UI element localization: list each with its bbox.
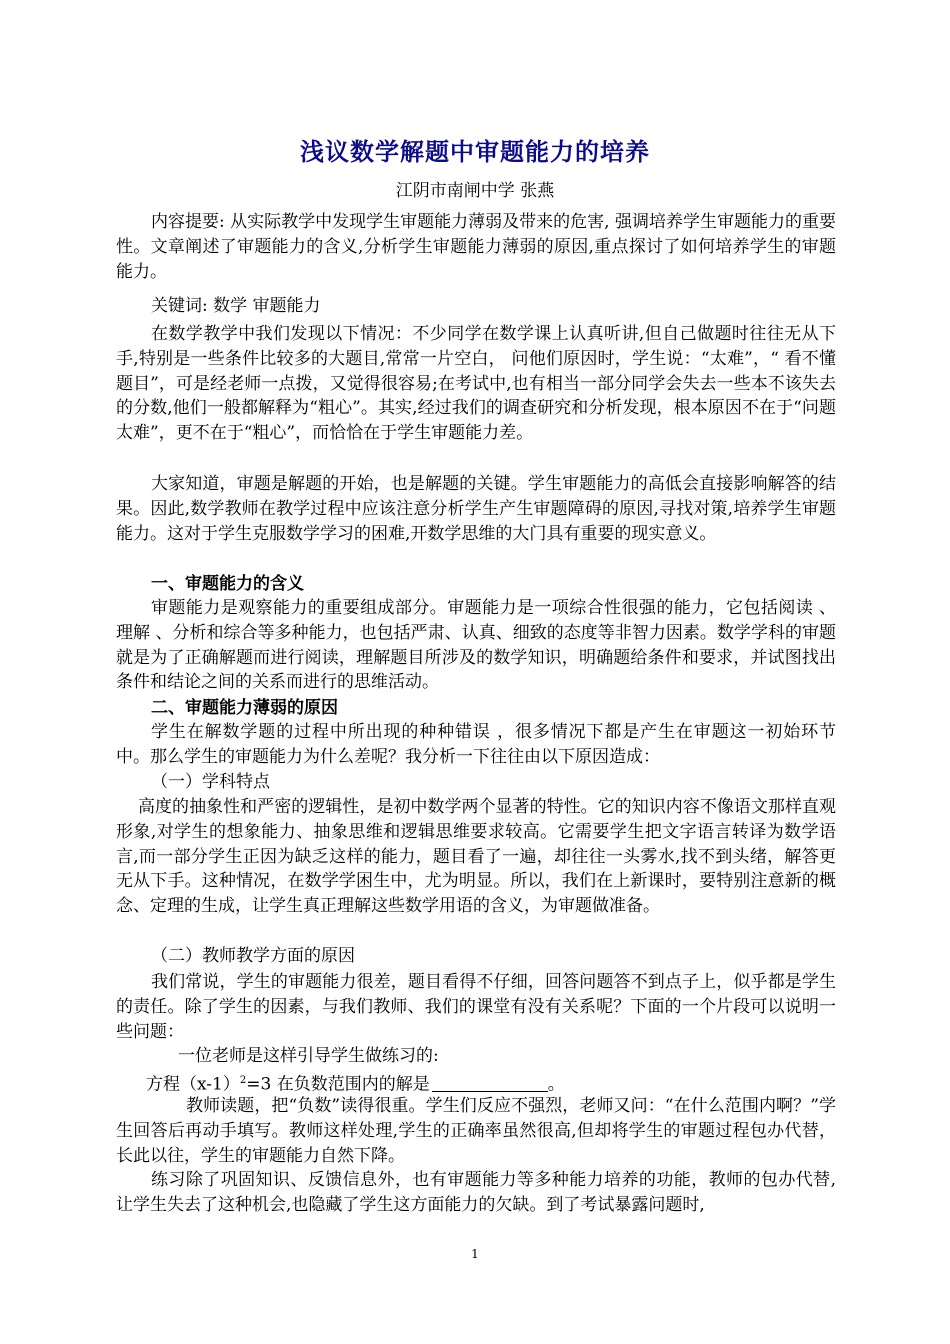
abstract: 内容提要: 从实际教学中发现学生审题能力薄弱及带来的危害, 强调培养学生审题能力的重要性。文章阐述了审题能力的含义,分析学生审题能力薄弱的原因,重点探讨了如何培养学生的审题能力。 [116,212,836,282]
equation-text-rest: =3 在负数范围内的解是 [246,1074,430,1095]
subheading-teacher: （二）教师教学方面的原因 [151,946,355,966]
equation-exponent: 2 [239,1075,247,1086]
keywords: 关键词: 数学 审题能力 [151,296,321,316]
paragraph-example-intro: 一位老师是这样引导学生做练习的: [178,1046,439,1066]
equation-end: 。 [547,1074,565,1095]
paragraph-teacher: 我们常说，学生的审题能力很差，题目看得不仔细，回答问题答不到点子上，似乎都是学生的责任。除了学生的因素，与我们教师、我们的课堂有没有关系呢？下面的一个片段可以说明一些问题： [116,972,836,1042]
paragraph-definition: 审题能力是观察能力的重要组成部分。审题能力是一项综合性很强的能力，它包括阅读 、理解 、分析和综合等多种能力，也包括严肃、认真、细致的态度等非智力因素。数学学科的审题就是为了正确解题而进行阅读，理解题目所涉及的数学知识，明确题给条件和要求，并试图找出条件和结论之间的关系而进行的思维活动。 [116,598,836,693]
section-heading-2: 二、审题能力薄弱的原因 [151,698,338,718]
section-heading-1: 一、审题能力的含义 [151,574,304,594]
document-title: 浅议数学解题中审题能力的培养 [300,138,650,166]
paragraph-intro: 在数学教学中我们发现以下情况：不少同学在数学课上认真听讲,但自己做题时往往无从下手,特别是一些条件比较多的大题目,常常一片空白， 问他们原因时，学生说：“太难”，“ 看不懂题目”，可是经老师一点拨，又觉得很容易;在考试中,也有相当一部分同学会失去一些本不该失去的分数,他们一般都解释为“粗心”。其实,经过我们的调查研究和分析发现，根本原因不在于“问题太难”，更不在于“粗心”，而恰恰在于学生审题能力差。 [116,324,836,444]
subheading-subject: （一）学科特点 [151,772,270,792]
paragraph-key: 大家知道，审题是解题的开始，也是解题的关键。学生审题能力的高低会直接影响解答的结果。因此,数学教师在教学过程中应该注意分析学生产生审题障碍的原因,寻找对策,培养学生审题能力。这对于学生克服数学学习的困难,开数学思维的大门具有重要的现实意义。 [116,474,836,544]
paragraph-causes: 学生在解数学题的过程中所出现的种种错误 ，很多情况下都是产生在审题这一初始环节中。那么学生的审题能力为什么差呢？我分析一下往往由以下原因造成： [116,722,836,767]
paragraph-subject: 高度的抽象性和严密的逻辑性，是初中数学两个显著的特性。它的知识内容不像语文那样直观形象,对学生的想象能力、抽象思维和逻辑思维要求较高。它需要学生把文字语言转译为数学语言,而一部分学生正因为缺乏这样的能力，题目看了一遍，却往往一头雾水,找不到头绪，解答更无从下手。这种情况，在数学学困生中，尤为明显。所以，我们在上新课时，要特别注意新的概念、定理的生成，让学生真正理解这些数学用语的含义，为审题做准备。 [116,797,836,917]
author-line: 江阴市南闸中学 张燕 [395,181,555,201]
paragraph-teacher-reading: 教师读题，把“负数”读得很重。学生们反应不强烈，老师又问：“在什么范围内啊？”学生回答后再动手填写。教师这样处理,学生的正确率虽然很高,但却将学生的审题过程包办代替，长此以往，学生的审题能力自然下降。 [116,1096,836,1166]
equation-text: 方程（x-1） [146,1074,240,1095]
answer-blank [432,1075,548,1092]
page-number: 1 [471,1247,479,1261]
paragraph-practice: 练习除了巩固知识、反馈信息外，也有审题能力等多种能力培养的功能，教师的包办代替,让学生失去了这种机会,也隐藏了学生这方面能力的欠缺。到了考试暴露问题时, [116,1170,836,1215]
